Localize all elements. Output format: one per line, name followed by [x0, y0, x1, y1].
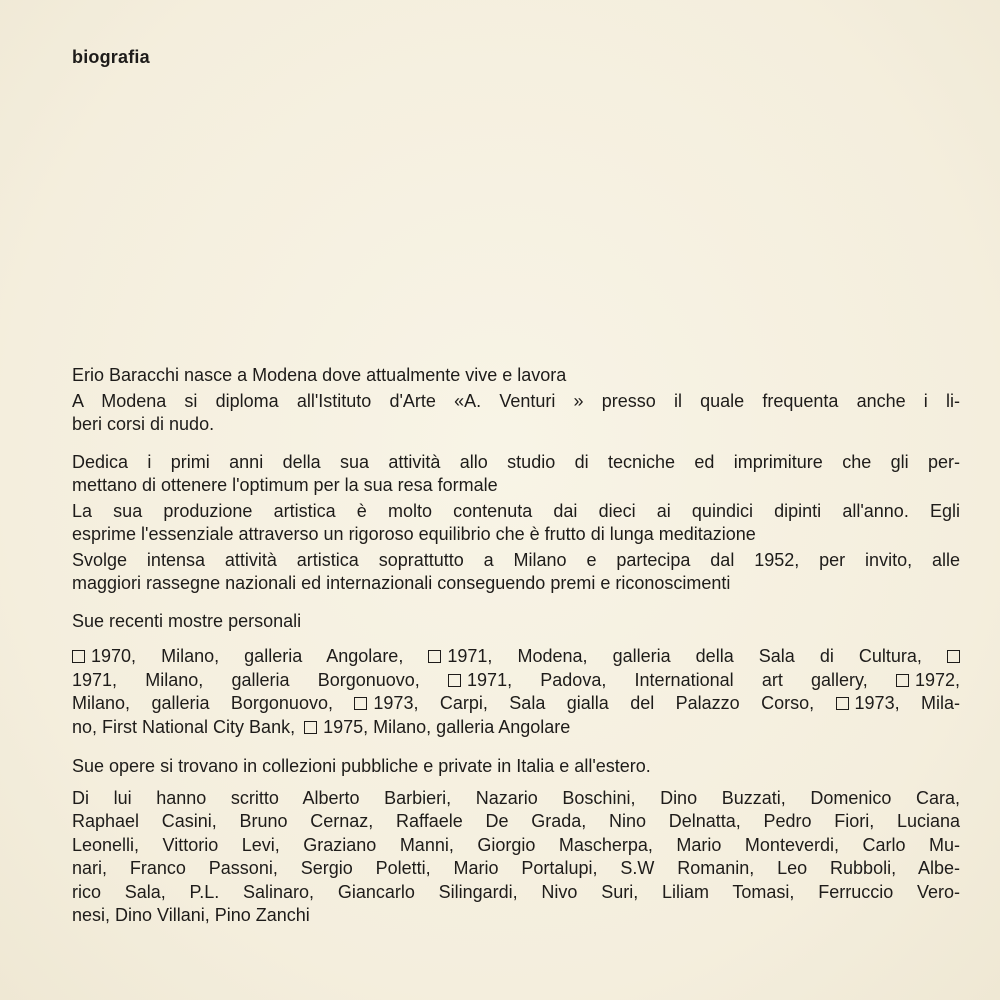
checkbox-bullet-icon	[304, 721, 317, 734]
checkbox-bullet-icon	[896, 674, 909, 687]
text-line: maggiori rassegne nazionali ed internazionali conseguendo premi e riconoscimenti	[72, 573, 731, 593]
text-line: rico Sala, P.L. Salinaro, Giancarlo Silingardi, Nivo Suri, Liliam Tomasi, Ferruccio Vero-	[72, 881, 960, 902]
exhibition-item: 1970, Milano, galleria Angolare,	[72, 646, 403, 666]
collections-note: Sue opere si trovano in collezioni pubbliche e private in Italia e all'estero.	[72, 756, 651, 776]
text-line: A Modena si diploma all'Istituto d'Arte «A. Venturi » presso il quale frequenta anche i li-	[72, 390, 960, 411]
text-line: nesi, Dino Villani, Pino Zanchi	[72, 905, 310, 925]
exhibition-item: 1971, Milano, galleria Borgonuovo,	[72, 669, 420, 690]
checkbox-bullet-icon	[947, 650, 960, 663]
text-line: Svolge intensa attività artistica soprattutto a Milano e partecipa dal 1952, per invito, alle	[72, 549, 960, 570]
text-line	[72, 645, 960, 669]
exhibition-item: 1973, Mila-	[836, 693, 960, 713]
text-line: Erio Baracchi nasce a Modena dove attualmente vive e lavora	[72, 365, 567, 385]
checkbox-bullet-icon	[836, 697, 849, 710]
exhibition-item: 1973, Carpi, Sala gialla del Palazzo Corso,	[354, 693, 814, 713]
text-line: mettano di ottenere l'optimum per la sua resa formale	[72, 475, 498, 495]
section-heading: biografia	[72, 47, 150, 67]
text-line: nari, Franco Passoni, Sergio Poletti, Mario Portalupi, S.W Romanin, Leo Rubboli, Albe-	[72, 858, 960, 878]
text-line: Di lui hanno scritto Alberto Barbieri, Nazario Boschini, Dino Buzzati, Domenico Cara,	[72, 787, 960, 808]
biography-body	[72, 364, 960, 928]
exhibitions-list	[72, 645, 960, 739]
text-line: Milano, galleria Borgonuovo, 1973, Carpi, Sala gialla del Palazzo Corso, 1973, Mila-	[72, 693, 960, 713]
text-line: Leonelli, Vittorio Levi, Graziano Manni, Giorgio Mascherpa, Mario Monteverdi, Carlo Mu-	[72, 834, 960, 855]
exhibitions-title: Sue recenti mostre personali	[72, 610, 302, 631]
text-line: Raphael Casini, Bruno Cernaz, Raffaele De Grada, Nino Delnatta, Pedro Fiori, Luciana	[72, 811, 960, 831]
text-line: beri corsi di nudo.	[72, 414, 215, 434]
text-line: no, First National City Bank, 1975, Milano, galleria Angolare	[72, 716, 571, 737]
exhibition-item: 1971, Padova, International art gallery,	[448, 670, 868, 690]
checkbox-bullet-icon	[428, 650, 441, 663]
intro-paragraph	[72, 364, 960, 437]
text-line: esprime l'essenziale attraverso un rigoroso equilibrio che è frutto di lunga meditazione	[72, 524, 756, 544]
text-line	[72, 669, 960, 693]
exhibition-item: 1971, Modena, galleria della Sala di Cultura,	[428, 646, 922, 666]
exhibition-item: 1975, Milano, galleria Angolare	[300, 717, 570, 737]
activity-paragraph	[72, 451, 960, 596]
checkbox-bullet-icon	[72, 650, 85, 663]
exhibition-item: 1972,	[896, 670, 960, 690]
critics-paragraph	[72, 787, 960, 928]
checkbox-bullet-icon	[354, 697, 367, 710]
checkbox-bullet-icon	[448, 674, 461, 687]
text-line: Dedica i primi anni della sua attività allo studio di tecniche ed imprimiture che gli per-	[72, 451, 960, 472]
text-line: La sua produzione artistica è molto contenuta dai dieci ai quindici dipinti all'anno. Egli	[72, 500, 960, 521]
